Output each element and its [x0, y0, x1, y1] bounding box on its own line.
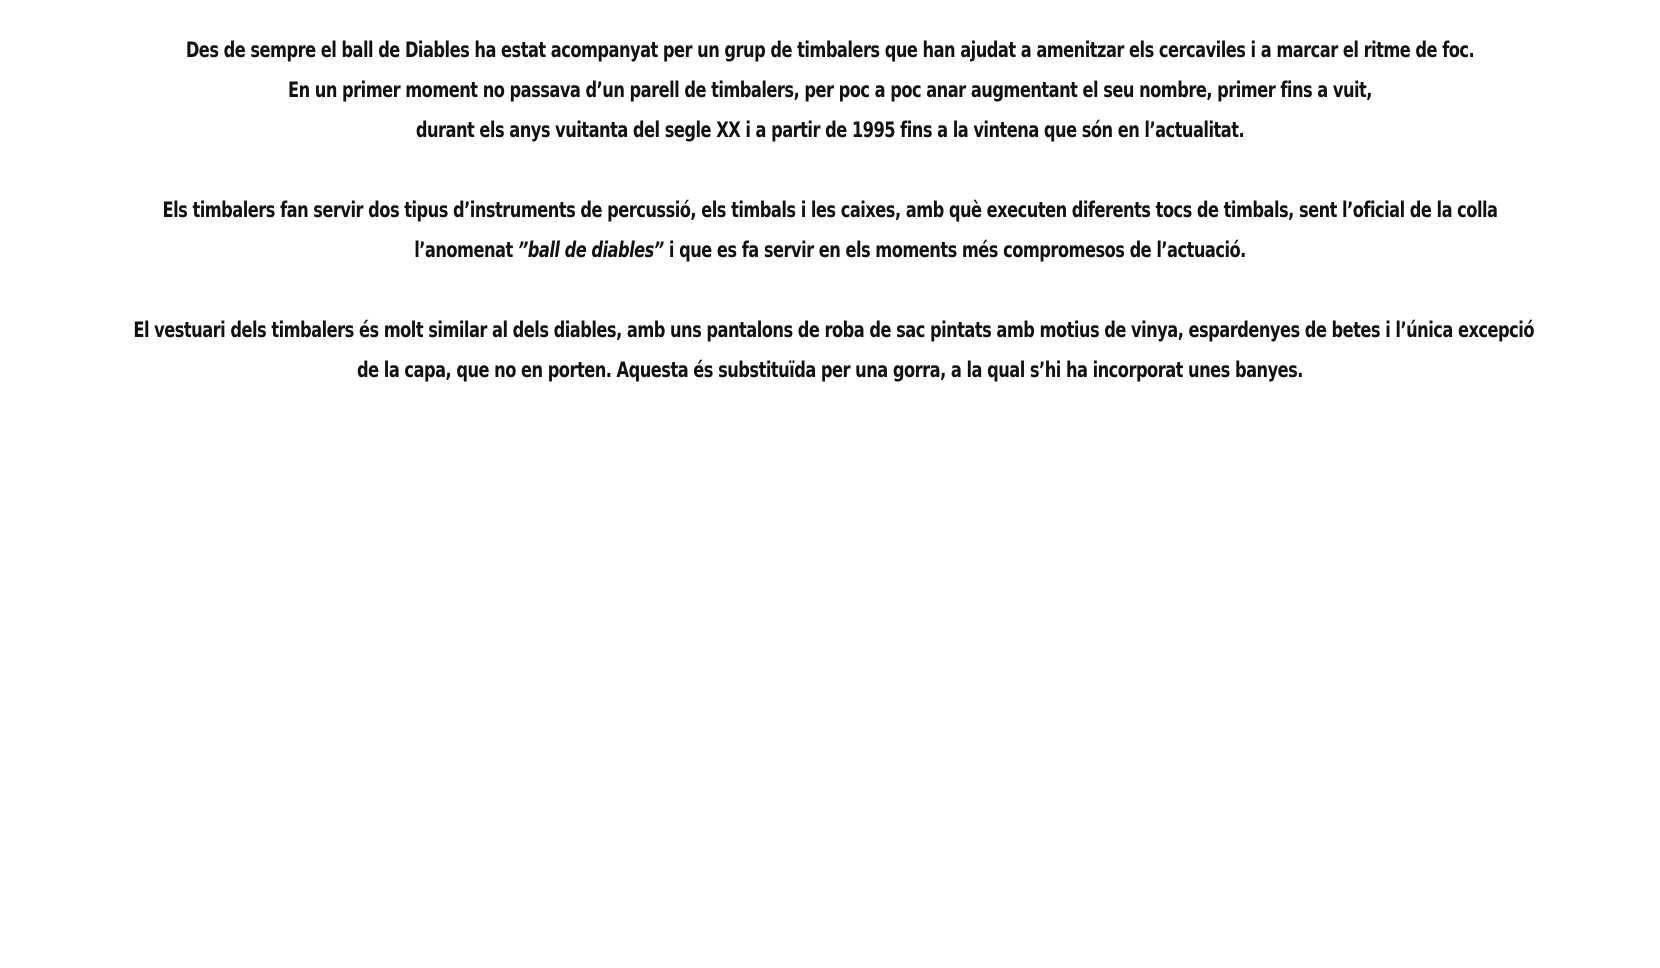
text-line: En un primer moment no passava d’un parell de timbalers, per poc a poc anar augmentant el seu nombre, primer fins a vuit,	[288, 78, 1372, 102]
text-line: Els timbalers fan servir dos tipus d’instruments de percussió, els timbals i les caixes, amb què executen diferents tocs de timbals, sent l’oficial de la colla	[162, 198, 1498, 222]
text-line: Des de sempre el ball de Diables ha estat acompanyat per un grup de timbalers que han ajudat a amenitzar els cercaviles i a marcar el ritme de foc.	[185, 38, 1475, 62]
text-line: durant els anys vuitanta del segle XX i a partir de 1995 fins a la vintena que són en l’actualitat.	[415, 118, 1245, 142]
paragraph-history	[20, 30, 1640, 150]
text-line: El vestuari dels timbalers és molt similar al dels diables, amb uns pantalons de roba de sac pintats amb motius de vinya, espardenyes de betes i l’única excepció	[133, 318, 1534, 342]
text-line: de la capa, que no en porten. Aquesta és substituïda per una gorra, a la qual s’hi ha incorporat unes banyes.	[357, 358, 1303, 382]
text-segment: l’anomenat	[414, 238, 518, 262]
document-body	[20, 30, 1640, 430]
text-segment: i que es fa servir en els moments més compromesos de l’actuació.	[663, 238, 1246, 262]
emphasis-text: ”ball de diables”	[517, 238, 664, 262]
text-line-with-emphasis	[133, 230, 1526, 270]
paragraph-costume	[20, 310, 1640, 390]
paragraph-instruments	[20, 190, 1640, 270]
